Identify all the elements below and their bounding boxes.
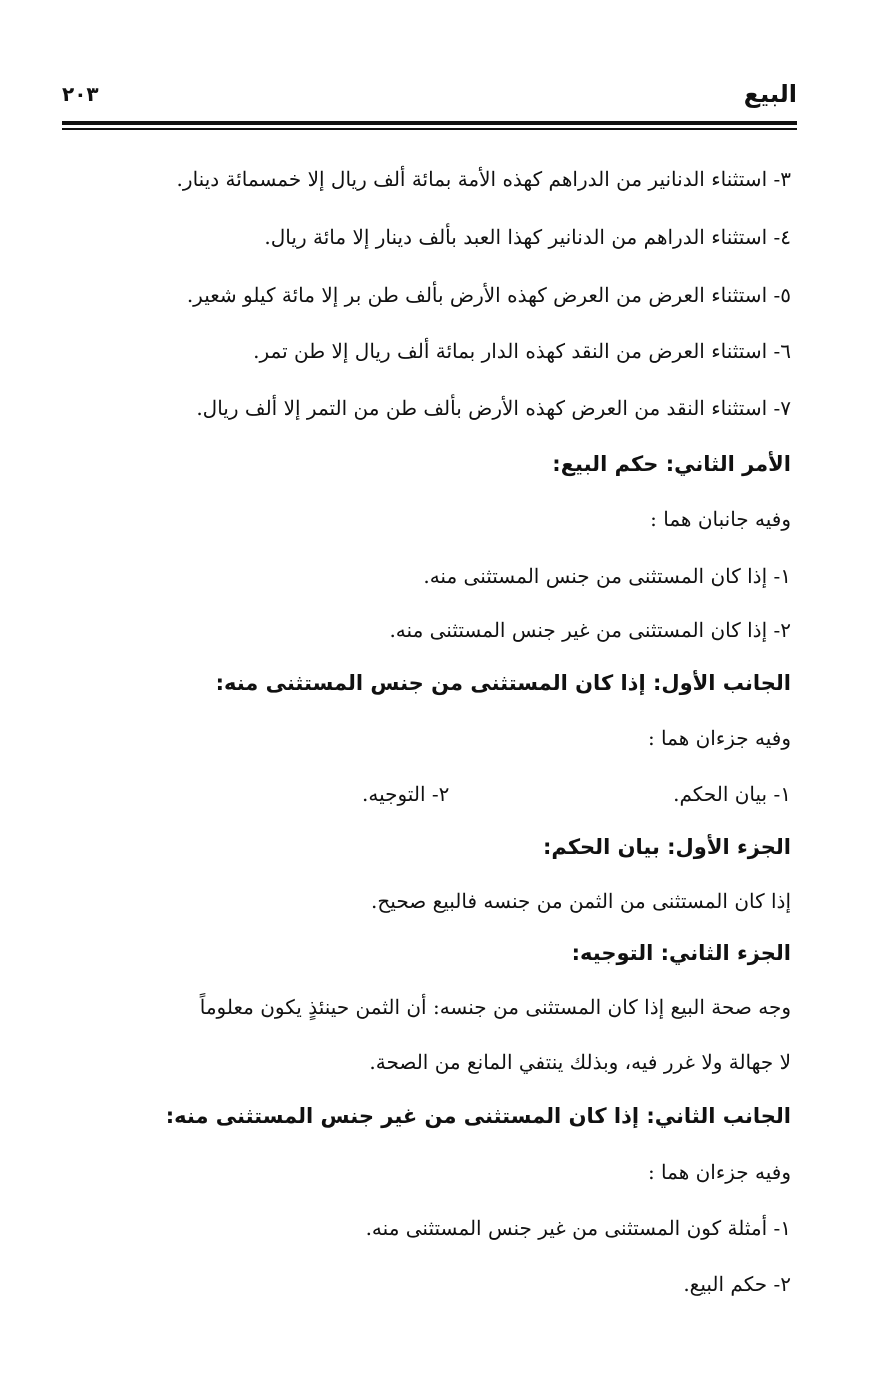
example-5: ٥- استثناء العرض من العرض كهذه الأرض بألف طن بر إلا مائة كيلو شعير. [186, 283, 791, 307]
aspect-1: ١- إذا كان المستثنى من جنس المستثنى منه. [423, 564, 791, 588]
heading-second-aspect: الجانب الثاني: إذا كان المستثنى من غير جنس المستثنى منه: [165, 1104, 791, 1128]
example-7: ٧- استثناء النقد من العرض كهذه الأرض بألف طن من التمر إلا ألف ريال. [196, 396, 791, 420]
intro-two-parts-1: وفيه جزءان هما : [647, 726, 791, 750]
intro-two-aspects: وفيه جانبان هما : [650, 507, 791, 531]
aspect-2: ٢- إذا كان المستثنى من غير جنس المستثنى منه. [389, 618, 791, 642]
page-header [62, 78, 797, 118]
heading-first-part: الجزء الأول: بيان الحكم: [542, 835, 791, 859]
header-rule-thin [62, 128, 797, 130]
part-sale-ruling: ٢- حكم البيع. [683, 1272, 791, 1296]
justification-line-2: لا جهالة ولا غرر فيه، وبذلك ينتفي المانع من الصحة. [369, 1050, 791, 1074]
page-number: ٢٠٣ [62, 82, 99, 106]
example-4: ٤- استثناء الدراهم من الدنانير كهذا العبد بألف دينار إلا مائة ريال. [264, 225, 791, 249]
intro-two-parts-2: وفيه جزءان هما : [647, 1160, 791, 1184]
heading-second-part: الجزء الثاني: التوجيه: [571, 941, 791, 965]
example-3: ٣- استثناء الدنانير من الدراهم كهذه الأمة بمائة ألف ريال إلا خمسمائة دينار. [176, 167, 791, 191]
example-6: ٦- استثناء العرض من النقد كهذه الدار بمائة ألف ريال إلا طن تمر. [253, 339, 791, 363]
ruling-text: إذا كان المستثنى من الثمن من جنسه فالبيع صحيح. [371, 889, 791, 913]
heading-first-aspect: الجانب الأول: إذا كان المستثنى من جنس المستثنى منه: [215, 671, 791, 695]
part-list-row [62, 779, 791, 809]
part-1-ruling: ١- بيان الحكم. [673, 782, 791, 806]
part-2-justification: ٢- التوجيه. [362, 782, 450, 806]
justification-line-1: وجه صحة البيع إذا كان المستثنى من جنسه: أن الثمن حينئذٍ يكون معلوماً [199, 995, 791, 1019]
running-title: البيع [743, 80, 797, 108]
part-examples: ١- أمثلة كون المستثنى من غير جنس المستثنى منه. [365, 1216, 791, 1240]
section-heading-ruling: الأمر الثاني: حكم البيع: [552, 452, 791, 476]
header-rule-thick [62, 121, 797, 125]
